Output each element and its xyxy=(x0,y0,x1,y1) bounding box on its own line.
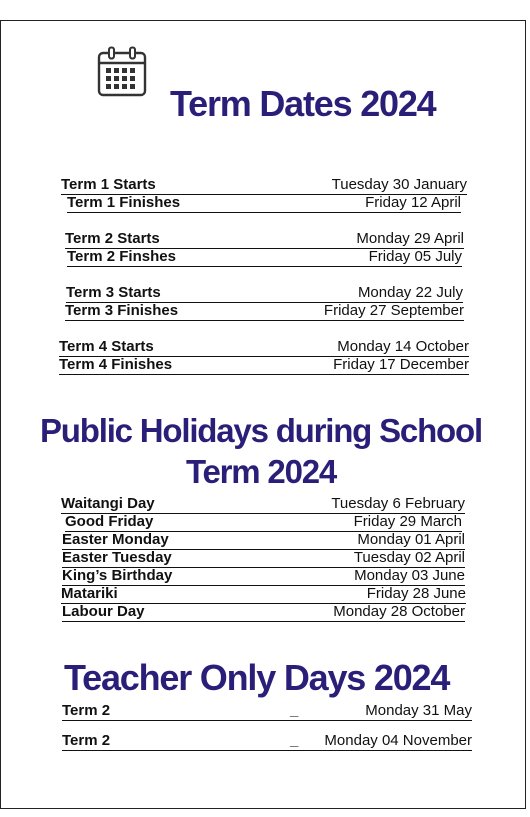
teacher-day-date: Monday 31 May xyxy=(365,702,472,719)
holiday-row xyxy=(61,495,465,514)
teacher-day-date: Monday 04 November xyxy=(324,732,472,749)
term-label: Term 1 Starts xyxy=(61,176,156,193)
teacher-day-row xyxy=(62,702,472,721)
public-holidays-title-year: Term 2024 xyxy=(186,453,337,490)
term-date: Tuesday 30 January xyxy=(331,176,467,193)
term-row xyxy=(59,356,469,375)
term-date: Friday 12 April xyxy=(365,194,461,211)
term-row xyxy=(59,338,469,357)
term-date: Friday 05 July xyxy=(368,248,462,265)
holiday-label: Good Friday xyxy=(65,513,154,530)
holiday-label: Matariki xyxy=(61,585,118,602)
holiday-row xyxy=(61,585,466,604)
holiday-label: Easter Monday xyxy=(62,531,169,548)
calendar-icon xyxy=(97,46,147,98)
holiday-date: Monday 28 October xyxy=(333,603,465,620)
term-row xyxy=(67,194,461,213)
holiday-label: Waitangi Day xyxy=(61,495,155,512)
holiday-date: Friday 29 March xyxy=(353,513,462,530)
holiday-date: Monday 03 June xyxy=(354,567,465,584)
teacher-day-row xyxy=(62,732,472,751)
teacher-day-separator: _ xyxy=(290,702,299,719)
holiday-label: King’s Birthday xyxy=(62,567,173,584)
term-date: Monday 22 July xyxy=(357,284,463,301)
term-date: Monday 14 October xyxy=(337,338,469,355)
term-label: Term 2 Starts xyxy=(65,230,160,247)
holiday-row xyxy=(62,603,465,622)
term-date: Monday 29 April xyxy=(356,230,464,247)
term-date: Friday 27 September xyxy=(323,302,464,319)
term-label: Term 4 Finishes xyxy=(59,356,173,373)
holiday-row xyxy=(62,531,465,550)
public-holidays-title: Public Holidays during School xyxy=(40,412,482,449)
term-row xyxy=(61,176,467,195)
holiday-label: Easter Tuesday xyxy=(62,549,172,566)
holiday-row xyxy=(62,567,465,586)
holiday-label: Labour Day xyxy=(62,603,145,620)
term-label: Term 2 Finshes xyxy=(67,248,176,265)
term-row xyxy=(67,248,462,267)
term-row xyxy=(66,284,463,303)
teacher-day-label: Term 2 xyxy=(62,732,111,749)
term-label: Term 1 Finishes xyxy=(67,194,181,211)
holiday-row xyxy=(62,549,465,568)
holiday-row xyxy=(65,513,462,532)
teacher-day-separator: _ xyxy=(290,732,299,749)
holiday-date: Tuesday 02 April xyxy=(353,549,465,566)
term-label: Term 4 Starts xyxy=(59,338,154,355)
holiday-date: Friday 28 June xyxy=(366,585,466,602)
teacher-only-title: Teacher Only Days 2024 xyxy=(64,657,450,698)
term-row xyxy=(65,230,464,249)
term-label: Term 3 Starts xyxy=(66,284,161,301)
term-label: Term 3 Finishes xyxy=(65,302,179,319)
holiday-date: Tuesday 6 February xyxy=(331,495,465,512)
page-title: Term Dates 2024 xyxy=(170,83,436,124)
term-date: Friday 17 December xyxy=(333,356,469,373)
term-row xyxy=(65,302,464,321)
holiday-date: Monday 01 April xyxy=(357,531,465,548)
teacher-day-label: Term 2 xyxy=(62,702,111,719)
